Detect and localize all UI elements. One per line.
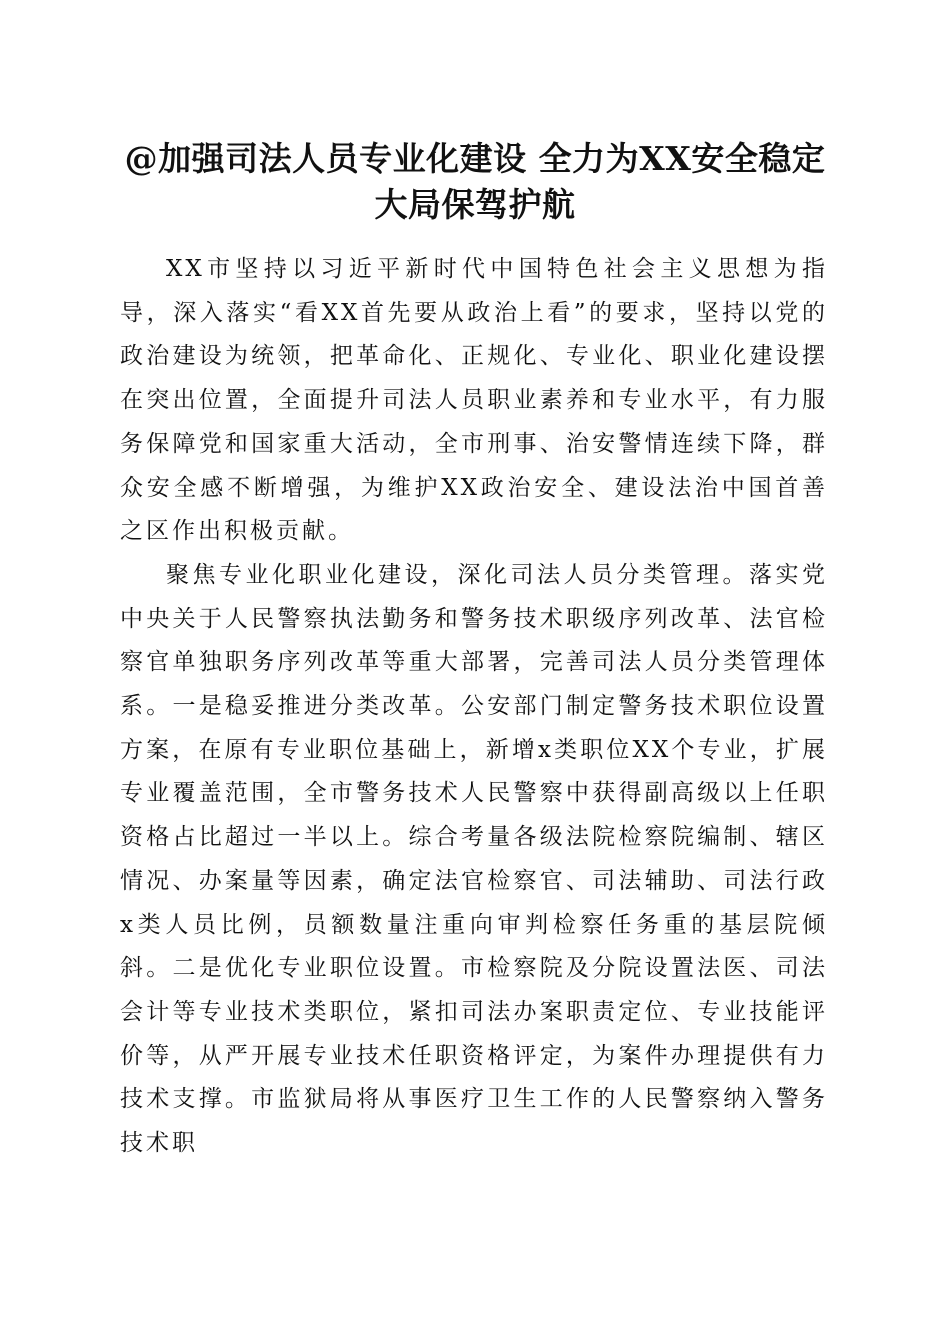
document-body (120, 248, 828, 1166)
paragraph: 聚焦专业化职业化建设，深化司法人员分类管理。落实党中央关于人民警察执法勤务和警务技术职级序列改革、法官检察官单独职务序列改革等重大部署，完善司法人员分类管理体系。一是稳妥推进分类改革。公安部门制定警务技术职位设置方案，在原有专业职位基础上，新增x类职位XX个专业，扩展专业覆盖范围，全市警务技术人民警察中获得副高级以上任职资格占比超过一半以上。综合考量各级法院检察院编制、辖区情况、办案量等因素，确定法官检察官、司法辅助、司法行政x类人员比例，员额数量注重向审判检察任务重的基层院倾斜。二是优化专业职位设置。市检察院及分院设置法医、司法会计等专业技术类职位，紧扣司法办案职责定位、专业技能评价等，从严开展专业技术任职资格评定，为案件办理提供有力技术支撑。市监狱局将从事医疗卫生工作的人民警察纳入警务技术职 (120, 561, 828, 1157)
document-title: @加强司法人员专业化建设 全力为XX安全稳定大局保驾护航 (124, 139, 826, 224)
paragraph: XX市坚持以习近平新时代中国特色社会主义思想为指导，深入落实“看XX首先要从政治上看”的要求，坚持以党的政治建设为统领，把革命化、正规化、专业化、职业化建设摆在突出位置，全面提升司法人员职业素养和专业水平，有力服务保障党和国家重大活动，全市刑事、治安警情连续下降，群众安全感不断增强，为维护XX政治安全、建设法治中国首善之区作出积极贡献。 (120, 256, 828, 545)
